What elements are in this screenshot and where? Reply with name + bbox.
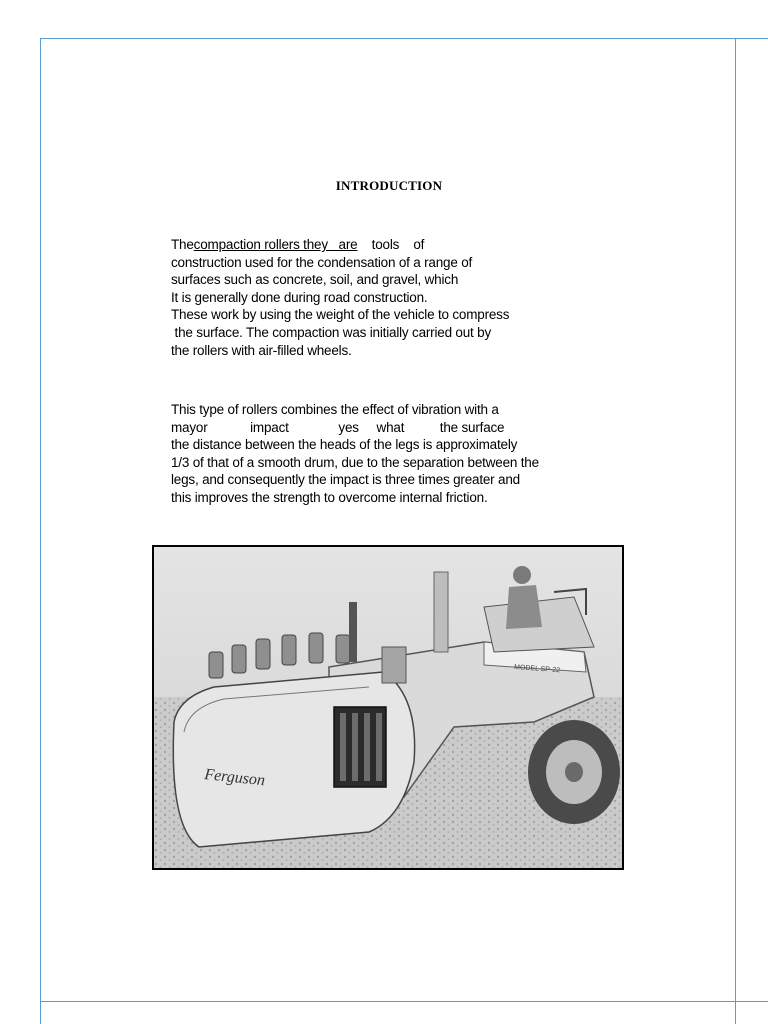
paragraph-2-line: 1/3 of that of a smooth drum, due to the separation between the (171, 454, 539, 470)
rear-tyre (528, 720, 620, 824)
paragraph-2-line: This type of rollers combines the effect of vibration with a (171, 402, 499, 417)
paragraph-1 (171, 236, 631, 359)
paragraph-2 (171, 401, 631, 507)
paragraph-2-line: mayor impact yes what the surface (171, 419, 505, 435)
engine-column (434, 572, 448, 652)
radiator-grille (334, 707, 386, 787)
paragraph-2-line: the distance between the heads of the legs is approximately (171, 437, 518, 453)
section-heading: INTRODUCTION (335, 178, 443, 193)
paragraph-2-line: this improves the strength to overcome internal friction. (171, 489, 488, 505)
paragraph-1-line: construction used for the condensation of a range of (171, 254, 473, 270)
paragraph-1-line: It is generally done during road construction. (171, 289, 428, 305)
air-cleaner (382, 647, 406, 683)
paragraph-1-line-1 (171, 236, 631, 254)
compactor-photo (152, 545, 624, 870)
paragraph-2-line: legs, and consequently the impact is three times greater and (171, 472, 520, 488)
page-guide-top (40, 38, 768, 39)
paragraph-1-line: the surface. The compaction was initially carried out by (171, 324, 492, 340)
underlined-text-run: compaction rollers they are (193, 237, 358, 252)
text-run: The (171, 237, 194, 252)
paragraph-1-line: These work by using the weight of the vehicle to compress (171, 307, 510, 323)
brand-logo: Ferguson (203, 766, 266, 790)
paragraph-1-line: the rollers with air-filled wheels. (171, 342, 352, 358)
compactor-illustration (154, 547, 622, 868)
model-plate-label: MODEL SP-22 (513, 664, 561, 675)
exhaust-stack (349, 602, 357, 662)
text-run: tools of (357, 237, 425, 252)
page-guide-bottom (40, 1001, 768, 1002)
paragraph-1-line: surfaces such as concrete, soil, and gravel, which (171, 272, 459, 288)
